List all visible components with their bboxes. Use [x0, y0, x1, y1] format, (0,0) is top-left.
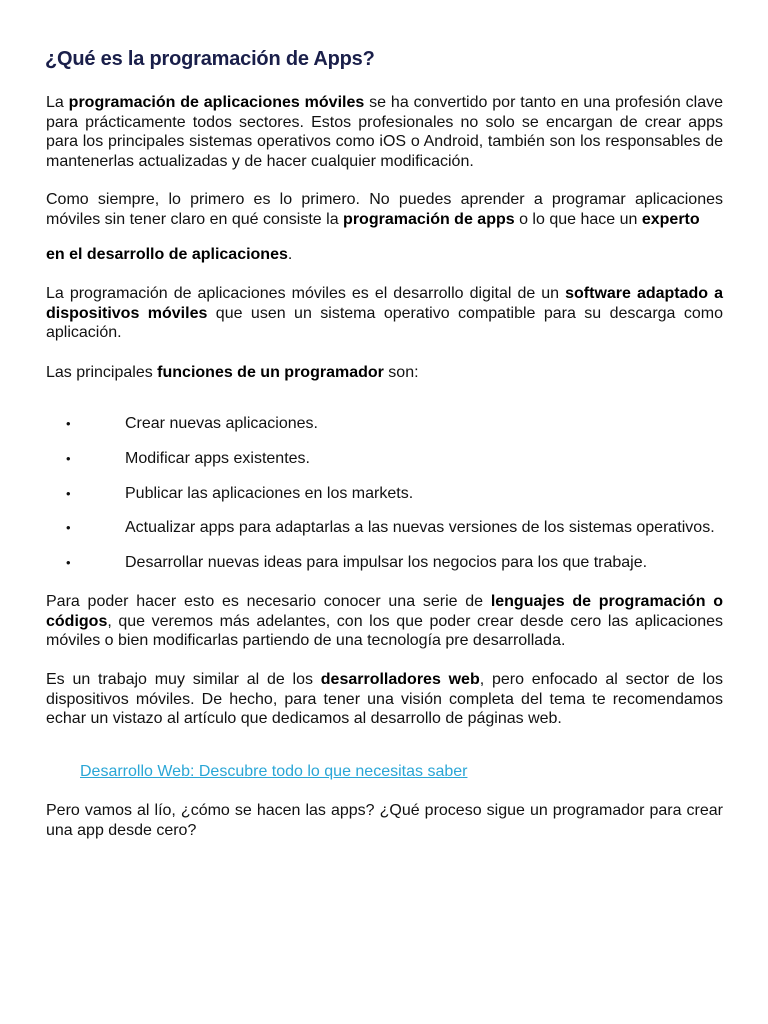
list-item-text: Crear nuevas aplicaciones. [125, 415, 318, 432]
list-item [46, 518, 726, 538]
p2-text-c: o lo que hace un [514, 210, 642, 228]
software-paragraph [46, 284, 723, 343]
list-item [46, 553, 726, 573]
p6-text-a: Es un trabajo muy similar al de los [46, 671, 321, 688]
bullet-icon: • [66, 555, 71, 570]
desarrollo-web-link[interactable]: Desarrollo Web: Descubre todo lo que necesitas saber [80, 763, 468, 780]
p1-text-c: se ha convertido por tanto en una profesión clave para prácticamente todos sectores. Estos profesionales no solo se encargan de crear apps para los principales sistemas operativos como iOS o Android, también son los responsables de mantenerlas actualizadas y de hacer cualquier modificación. [46, 94, 723, 170]
page-title: ¿Qué es la programación de Apps? [45, 48, 375, 70]
p2-bold-apps: programación de apps [343, 210, 515, 228]
web-developers-paragraph [46, 670, 723, 729]
bullet-icon: • [66, 486, 71, 501]
p2-bold-experto: experto [641, 210, 700, 228]
p5-text-c: , que veremos más adelantes, con los que poder crear desde cero las aplicaciones móviles o bien modificarlas partiendo de una tecnología pre desarrollada. [46, 612, 723, 649]
p4-text-a: Las principales [46, 364, 158, 381]
intro-paragraph [46, 93, 723, 171]
list-item-text: Actualizar apps para adaptarlas a las nuevas versiones de los sistemas operativos. [125, 519, 715, 536]
p3-bold: software adaptado a dispositivos móviles [46, 285, 723, 322]
list-item-text: Publicar las aplicaciones en los markets. [125, 485, 414, 502]
p2-text-a: Como siempre, lo primero es lo primero. No puedes aprender a programar aplicaciones móviles sin tener claro en qué consiste la [46, 191, 723, 228]
p3-text-a: La programación de aplicaciones móviles es el desarrollo digital de un [46, 285, 566, 302]
list-item [46, 449, 726, 469]
p2-bold-desarrollo: en el desarrollo de aplicaciones [46, 246, 288, 263]
p6-text-c: , pero enfocado al sector de los dispositivos móviles. De hecho, para tener una visión completa del tema te recomendamos echar un vistazo al artículo que dedicamos al desarrollo de páginas web. [46, 671, 723, 727]
p4-text-c: son: [383, 364, 419, 381]
list-item [46, 414, 726, 434]
p5-bold: lenguajes de programación o códigos [46, 593, 723, 630]
p4-bold: funciones de un programador [157, 364, 384, 381]
p3-text-c: que usen un sistema operativo compatible para su descarga como aplicación. [46, 304, 724, 341]
bullet-icon: • [66, 451, 71, 466]
languages-paragraph [46, 592, 723, 651]
list-item [46, 484, 726, 504]
p6-bold: desarrolladores web [320, 671, 480, 688]
closing-paragraph: Pero vamos al lío, ¿cómo se hacen las apps? ¿Qué proceso sigue un programador para crear una app desde cero? [46, 802, 723, 839]
definition-paragraph-continued [46, 245, 723, 265]
p1-text-a: La [46, 94, 69, 111]
p2-text-f: . [287, 246, 293, 263]
bullet-icon: • [66, 416, 71, 431]
definition-paragraph [46, 190, 723, 229]
bullet-icon: • [66, 520, 71, 535]
functions-intro [46, 363, 723, 383]
p1-bold: programación de aplicaciones móviles [68, 94, 365, 111]
p5-text-a: Para poder hacer esto es necesario conocer una serie de [46, 593, 491, 610]
list-item-text: Desarrollar nuevas ideas para impulsar los negocios para los que trabaje. [125, 554, 648, 571]
list-item-text: Modificar apps existentes. [125, 450, 310, 467]
